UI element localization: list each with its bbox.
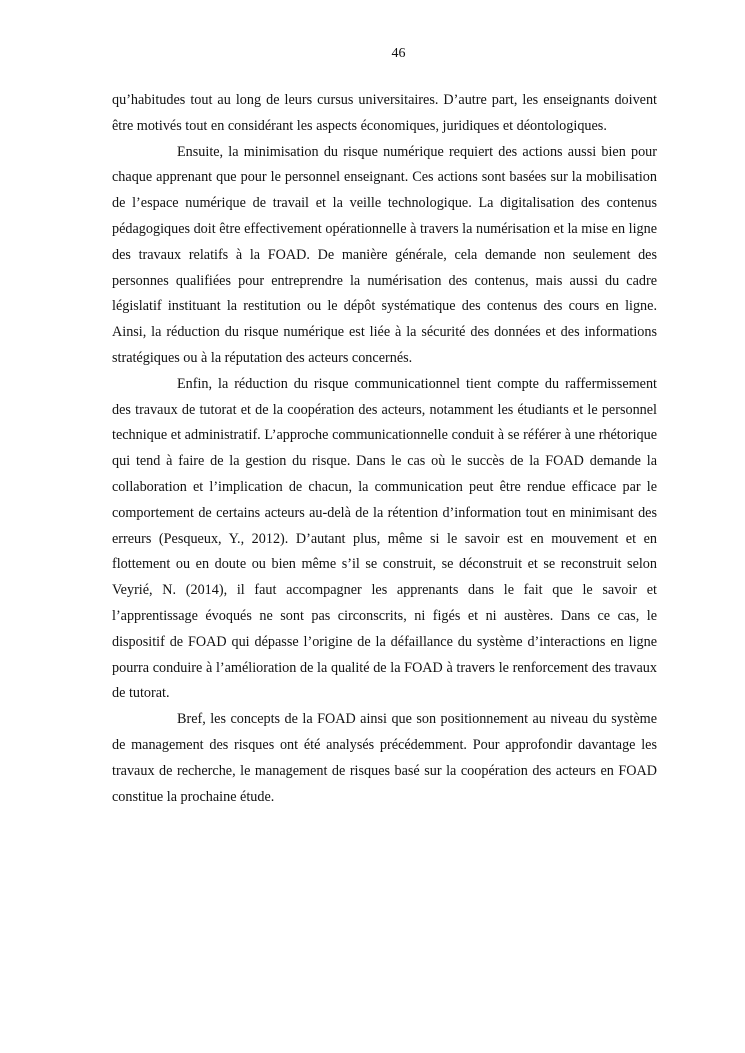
paragraph-continuation: qu’habitudes tout au long de leurs cursus universitaires. D’autre part, les enseignants doivent être motivés tout en considérant les aspects économiques, juridiques et déontologiques. [112, 92, 657, 134]
paragraph-conclusion: Bref, les concepts de la FOAD ainsi que son positionnement au niveau du système de management des risques ont été analysés précédemment. Pour approfondir davantage les travaux de recherche, le management de risques basé sur la coopération des acteurs en FOAD constitue la prochaine étude. [112, 711, 657, 805]
body-text [112, 88, 657, 810]
page-number: 46 [391, 46, 406, 61]
paragraph-communication-risk: Enfin, la réduction du risque communicationnel tient compte du raffermissement des travaux de tutorat et de la coopération des acteurs, notamment les étudiants et le personnel technique et administratif. L’approche communicationnelle conduit à se référer à une rhétorique qui tend à faire de la gestion du risque. Dans le cas où le succès de la FOAD demande la collaboration et l’implication de chacun, la communication peut être rendue efficace par le comportement de certains acteurs au-delà de la rétention d’information tout en minimisant des erreurs (Pesqueux, Y., 2012). D’autant plus, même si le savoir est en mouvement et en flottement ou en doute ou bien même s’il se construit, se déconstruit et se reconstruit selon Veyrié, N. (2014), il faut accompagner les apprenants dans le fait que le savoir et l’apprentissage évoqués ne sont pas circonscrits, ni figés et ni austères. Dans ce cas, le dispositif de FOAD qui dépasse l’origine de la défaillance du système d’interactions en ligne pourra conduire à l’amélioration de la qualité de la FOAD à travers le renforcement des travaux de tutorat. [112, 375, 657, 702]
paragraph-numeric-risk: Ensuite, la minimisation du risque numérique requiert des actions aussi bien pour chaque apprenant que pour le personnel enseignant. Ces actions sont basées sur la mobilisation de l’espace numérique de travail et la veille technologique. La digitalisation des contenus pédagogiques doit être effectivement opérationnelle à travers la numérisation et la mise en ligne des travaux relatifs à la FOAD. De manière générale, cela demande non seulement des personnes qualifiées pour entreprendre la numérisation des contenus, mais aussi du cadre législatif instituant la restitution ou le dépôt systématique des contenus des cours en ligne. Ainsi, la réduction du risque numérique est liée à la sécurité des données et des informations stratégiques ou à la réputation des acteurs concernés. [112, 143, 657, 366]
